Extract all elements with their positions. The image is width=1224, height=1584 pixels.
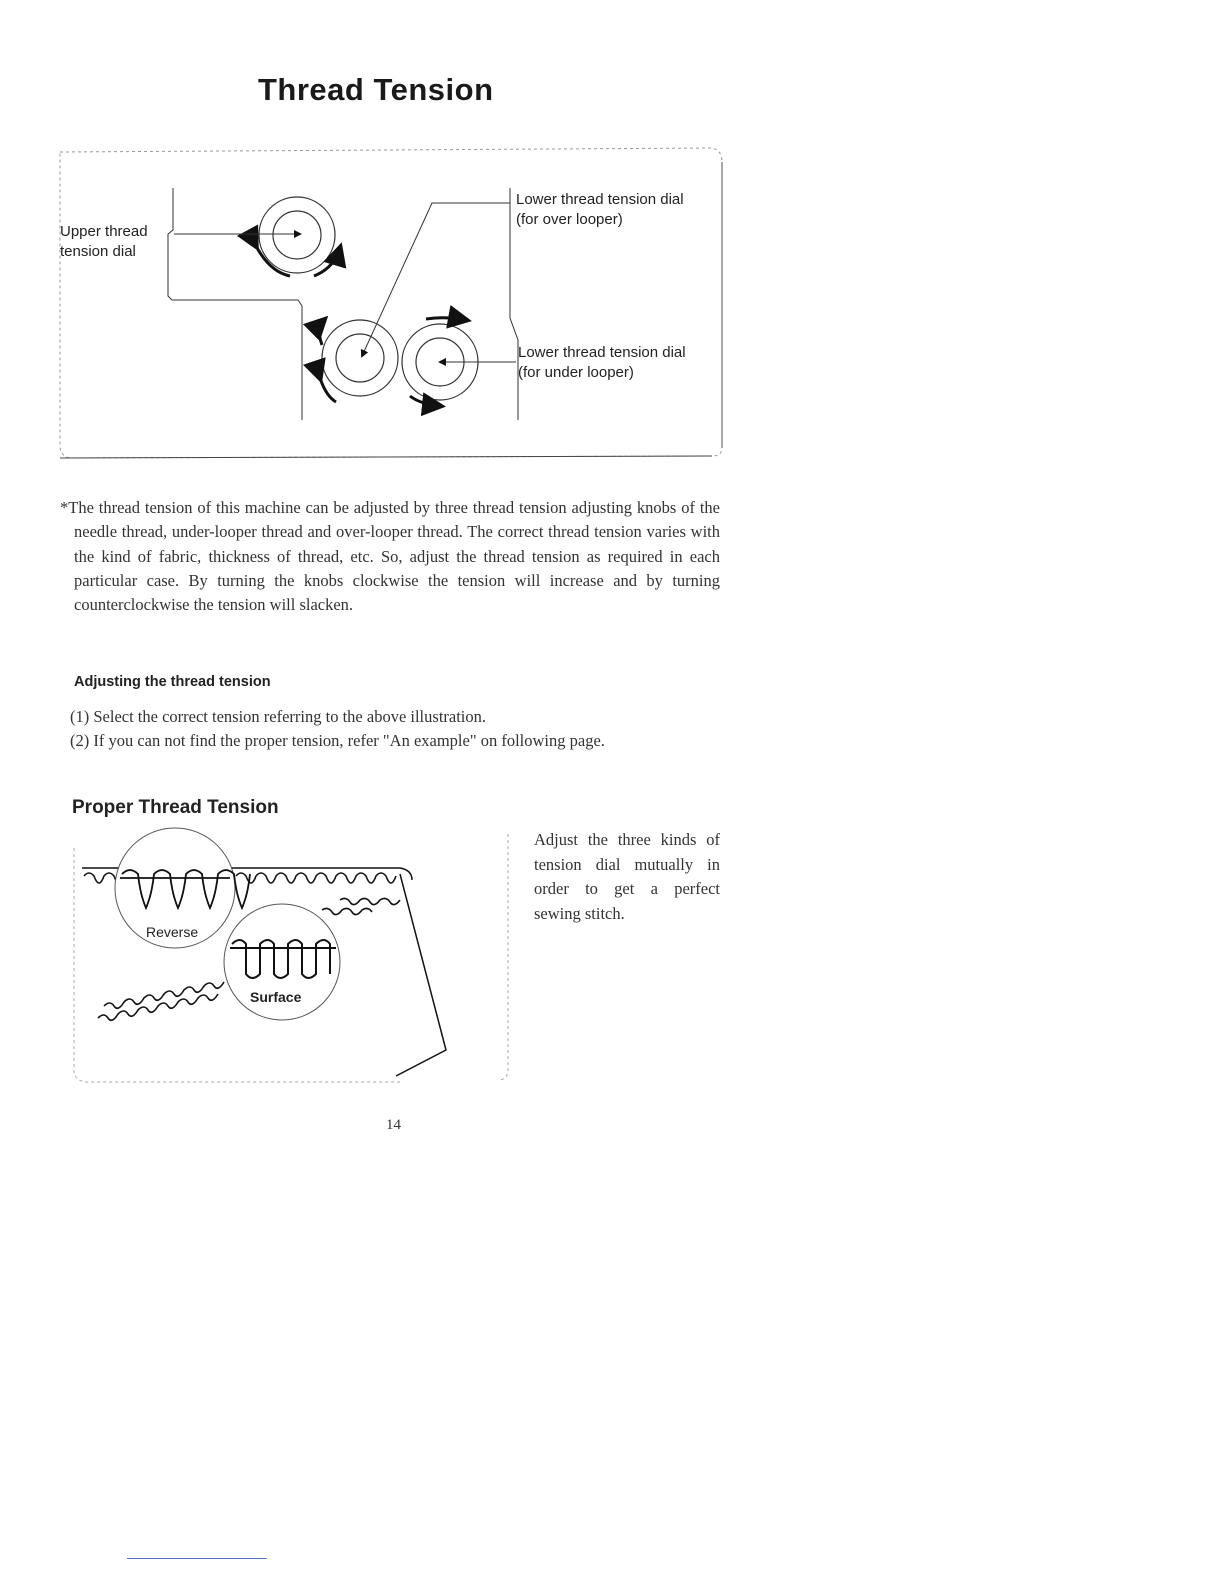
lower-over-looper-label: Lower thread tension dial (for over looper) <box>516 191 684 228</box>
adjust-note: Adjust the three kinds of tension dial mutually in order to get a perfect sewing stitch. <box>534 830 720 923</box>
intro-paragraph: *The thread tension of this machine can be adjusted by three thread tension adjusting knobs of the needle thread, under-looper thread and over-looper thread. The correct thread tension varies with the kind of fabric, thickness of thread, etc. So, adjust the thread tension as required in each particular case. By turning the knobs clockwise the tension will increase and by turning counterclockwise the tension will slacken. <box>60 498 720 615</box>
reverse-magnifier <box>115 828 250 948</box>
surface-label: Surface <box>250 989 302 1005</box>
lower-under-looper-label: Lower thread tension dial (for under looper) <box>518 344 686 381</box>
surface-magnifier <box>224 904 340 1020</box>
adjusting-step-2: (2) If you can not find the proper tension, refer "An example" on following page. <box>70 731 605 750</box>
page-number: 14 <box>386 1117 401 1133</box>
adjusting-heading: Adjusting the thread tension <box>74 674 271 690</box>
upper-dial-label: Upper thread tension dial <box>60 223 148 260</box>
adjusting-step-1: (1) Select the correct tension referring to the above illustration. <box>70 707 487 726</box>
proper-tension-heading: Proper Thread Tension <box>72 797 279 818</box>
page-title: Thread Tension <box>258 72 494 107</box>
reverse-label: Reverse <box>146 924 199 940</box>
footer-rule <box>127 1558 267 1559</box>
